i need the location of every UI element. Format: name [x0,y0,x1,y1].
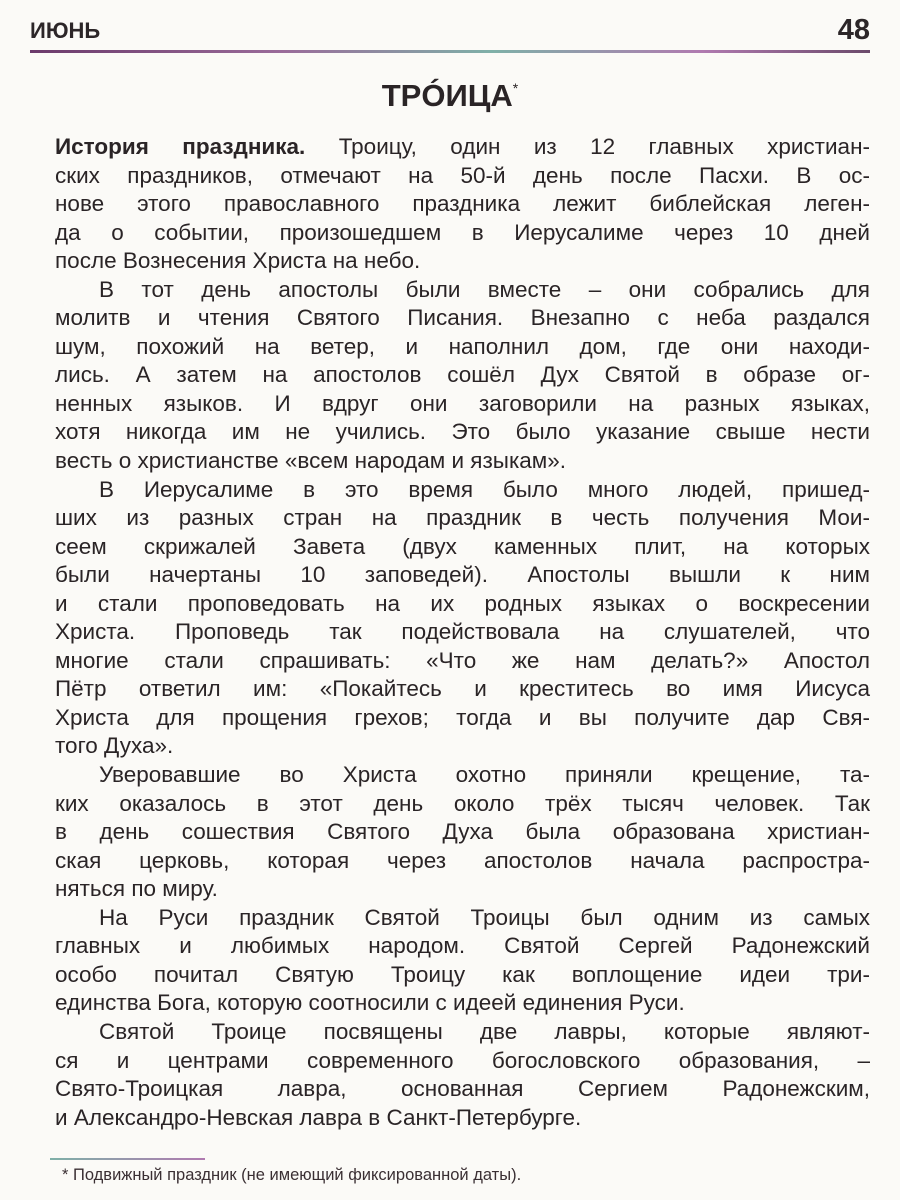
page-number: 48 [837,14,870,46]
text-line [55,818,870,847]
footnote-mark: * [512,80,519,96]
article-body [55,133,870,1132]
text-line [55,590,870,619]
line-text: Пётр ответил им: «Покайтесь и креститесь во имя Иисуса [55,676,870,702]
header-divider [30,50,870,53]
line-text: после Вознесения Христа на небо. [55,248,421,274]
text-line [55,418,870,447]
line-text-rest: Троицу, один из 12 главных христиан- [305,134,870,159]
line-text: и стали проповедовать на их родных языках о воскресении [55,590,870,616]
line-text: молитв и чтения Святого Писания. Внезапно с неба раздался [55,305,870,331]
line-text: На Руси праздник Святой Троицы был одним из самых [99,904,870,930]
text-line [55,333,870,362]
line-text: ких оказалось в этот день около трёх тысяч человек. Так [55,790,870,816]
text-line [55,732,870,761]
text-line [55,190,870,219]
line-text: шум, похожий на ветер, и наполнил дом, где они находи- [55,333,870,359]
line-text: да о событии, произошедшем в Иерусалиме через 10 дней [55,219,870,245]
line-text: В тот день апостолы были вместе – они собрались для [99,276,870,302]
text-line [55,219,870,248]
line-text: лись. А затем на апостолов сошёл Дух Святой в образе ог- [55,362,870,388]
running-header [30,14,870,48]
text-line [55,1018,870,1047]
footnote-divider [50,1158,205,1160]
text-line [55,476,870,505]
text-line [55,276,870,305]
line-text: ших из разных стран на праздник в честь получения Мои- [55,505,870,531]
text-line [55,647,870,676]
text-line [55,618,870,647]
text-line [55,961,870,990]
line-text: того Духа». [55,733,174,759]
text-line [55,504,870,533]
line-text: главных и любимых народом. Святой Сергей Радонежский [55,933,870,959]
text-line [55,989,870,1018]
paragraph [55,761,870,904]
line-text: нове этого православного праздника лежит библейская леген- [55,191,870,217]
section-name: ИЮНЬ [30,18,101,43]
line-text: в день сошествия Святого Духа была образована христиан- [55,819,870,845]
text-line [55,904,870,933]
line-text: ненных языков. И вдруг они заговорили на разных языках, [55,390,870,416]
line-text: были начертаны 10 заповедей). Апостолы вышли к ним [55,562,870,588]
text-line [55,390,870,419]
line-text: многие стали спрашивать: «Что же нам делать?» Апостол [55,647,870,673]
line-text [55,134,870,159]
text-line [55,1075,870,1104]
text-line [55,704,870,733]
text-line [55,361,870,390]
paragraph [55,904,870,1018]
paragraph [55,1018,870,1132]
text-line [55,875,870,904]
line-text: няться по миру. [55,876,218,902]
line-text: Христа для прощения грехов; тогда и вы получите дар Свя- [55,704,870,730]
line-text: хотя никогда им не учились. Это было указание свыше нести [55,419,870,445]
line-text: Христа. Проповедь так подействовала на слушателей, что [55,619,870,645]
text-line [55,675,870,704]
line-text: ских праздников, отмечают на 50-й день после Пасхи. В ос- [55,162,870,188]
line-text: особо почитал Святую Троицу как воплощение идеи три- [55,961,870,987]
text-line [55,761,870,790]
text-line [55,1104,870,1133]
line-text: ся и центрами современного богословского образования, – [55,1047,870,1073]
line-text: Уверовавшие во Христа охотно приняли крещение, та- [99,762,870,788]
text-line [55,304,870,333]
line-text: ская церковь, которая через апостолов начала распростра- [55,847,870,873]
line-text: сеем скрижалей Завета (двух каменных плит, на которых [55,533,870,559]
text-line [55,932,870,961]
paragraph-lead: История праздника. [55,134,306,159]
line-text: весть о христианстве «всем народам и языкам». [55,448,567,474]
line-text: единства Бога, которую соотносили с идеей единения Руси. [55,990,685,1016]
text-line [55,1047,870,1076]
paragraph [55,276,870,476]
paragraph [55,476,870,761]
text-line [55,447,870,476]
line-text: В Иерусалиме в это время было много людей, пришед- [99,476,870,502]
text-line [55,162,870,191]
text-line [55,247,870,276]
text-line [55,533,870,562]
title-text: ТРÓИЦА [381,78,513,113]
footnote: * Подвижный праздник (не имеющий фиксированной даты). [62,1166,522,1184]
text-line [55,561,870,590]
text-line [55,847,870,876]
line-text: Святой Троице посвящены две лавры, которые являют- [99,1018,870,1044]
line-text: и Александро-Невская лавра в Санкт-Петербурге. [55,1104,582,1130]
text-line [55,133,870,162]
line-text: Свято-Троицкая лавра, основанная Сергием Радонежским, [55,1076,870,1102]
text-line [55,790,870,819]
article-title [0,78,900,114]
paragraph [55,133,870,276]
